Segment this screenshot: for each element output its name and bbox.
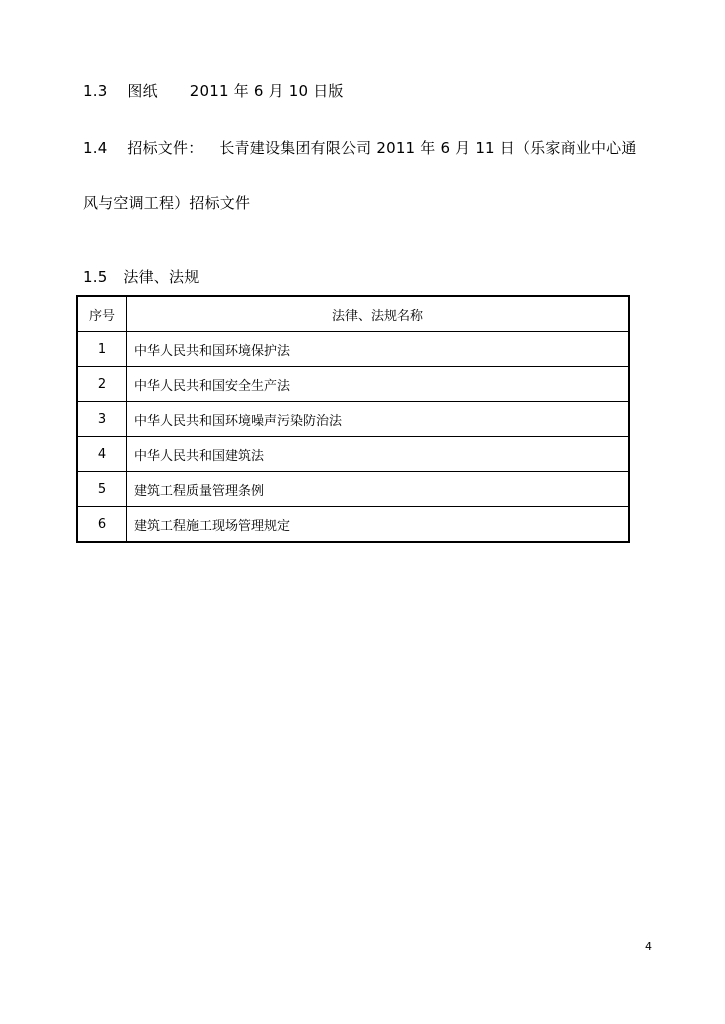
section-number: 1.5 bbox=[83, 268, 108, 286]
section-1-5-line bbox=[83, 266, 199, 287]
row-law-name: 中华人民共和国环境保护法 bbox=[127, 332, 630, 367]
section-label: 招标文件： bbox=[127, 139, 204, 157]
tender-document-text-cont: 风与空调工程）招标文件 bbox=[83, 194, 251, 212]
table-row bbox=[77, 437, 629, 472]
laws-table bbox=[76, 295, 630, 543]
row-no: 4 bbox=[77, 437, 127, 472]
row-no: 1 bbox=[77, 332, 127, 367]
table-row bbox=[77, 332, 629, 367]
section-number: 1.3 bbox=[83, 82, 108, 100]
row-law-name: 中华人民共和国安全生产法 bbox=[127, 367, 630, 402]
table-row bbox=[77, 367, 629, 402]
row-law-name: 建筑工程质量管理条例 bbox=[127, 472, 630, 507]
row-no: 2 bbox=[77, 367, 127, 402]
row-no: 6 bbox=[77, 507, 127, 543]
table-row bbox=[77, 507, 629, 543]
section-number: 1.4 bbox=[83, 139, 108, 157]
section-label: 图纸 bbox=[127, 82, 158, 100]
header-no: 序号 bbox=[77, 296, 127, 332]
row-law-name: 中华人民共和国建筑法 bbox=[127, 437, 630, 472]
row-law-name: 建筑工程施工现场管理规定 bbox=[127, 507, 630, 543]
section-label: 法律、法规 bbox=[123, 268, 200, 286]
drawing-version: 2011 年 6 月 10 日版 bbox=[189, 82, 344, 100]
row-no: 3 bbox=[77, 402, 127, 437]
table-row bbox=[77, 402, 629, 437]
table-header-row bbox=[77, 296, 629, 332]
section-1-4-line bbox=[83, 137, 637, 158]
table-row bbox=[77, 472, 629, 507]
row-law-name: 中华人民共和国环境噪声污染防治法 bbox=[127, 402, 630, 437]
row-no: 5 bbox=[77, 472, 127, 507]
section-1-3-line bbox=[83, 80, 344, 101]
tender-document-text: 长青建设集团有限公司 2011 年 6 月 11 日（乐家商业中心通 bbox=[219, 139, 637, 157]
section-1-4-continuation bbox=[83, 192, 250, 213]
page-number: 4 bbox=[645, 940, 652, 953]
header-law-name: 法律、法规名称 bbox=[127, 296, 630, 332]
